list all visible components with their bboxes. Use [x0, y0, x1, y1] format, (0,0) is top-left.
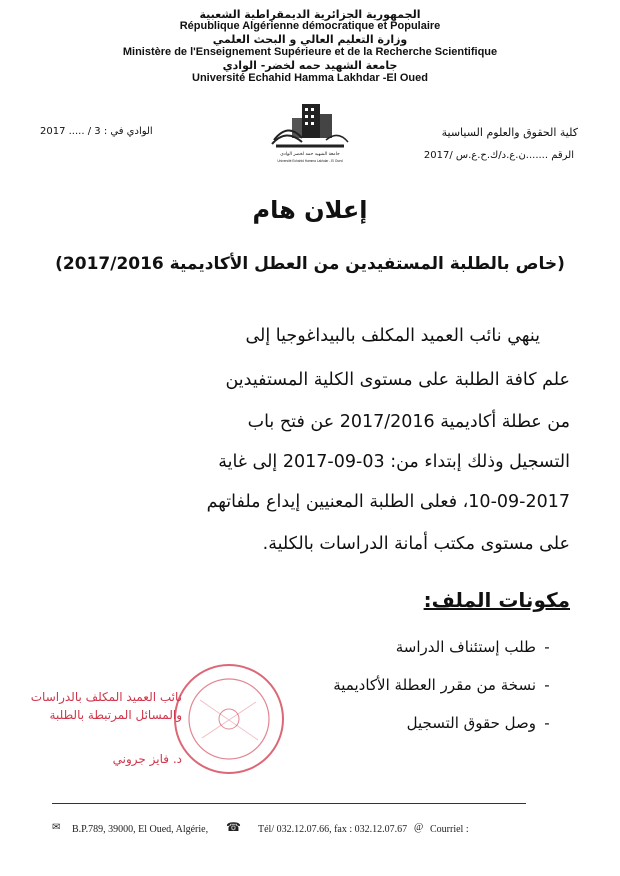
footer-address: B.P.789, 39000, El Oued, Algérie, [72, 824, 209, 835]
signature-block [32, 690, 182, 800]
footer-phone-fax: Tél/ 032.12.07.66, fax : 032.12.07.67 [258, 824, 408, 835]
body-line-4: التسجيل وذلك إبتداء من: 03-09-2017 إلى غاية [218, 452, 570, 472]
header-ministry-fr: Ministère de l'Enseignement Supérieure et de la Recherche Scientifique [122, 46, 498, 58]
body-line-6: على مستوى مكتب أمانة الدراسات بالكلية. [262, 534, 570, 554]
list-item: -طلب إستئناف الدراسة [395, 638, 550, 656]
signature-name: د. فايز جروني [112, 752, 182, 766]
header-ministry-ar: وزارة التعليم العالي و البحث العلمي [212, 33, 408, 46]
body-line-1: ينهي نائب العميد المكلف بالبيداغوجيا إلى [245, 326, 540, 346]
footer-email: Courriel : [430, 824, 469, 835]
mail-icon: ✉ [52, 822, 61, 833]
announcement-title: إعلان هام [252, 196, 368, 224]
body-line-5: 10-09-2017، فعلى الطلبة المعنيين إيداع ملفاتهم [206, 492, 570, 512]
logo-caption-fr: Université Echahid Hamma Lakhdar - El Oued [277, 159, 343, 163]
phone-icon: ☎ [226, 820, 241, 834]
body-line-2: علم كافة الطلبة على مستوى الكلية المستفيدين [225, 370, 570, 390]
header-republic-fr: République Algérienne démocratique et Populaire [179, 20, 441, 32]
signature-title-1: نائب العميد المكلف بالدراسات [30, 690, 182, 704]
official-stamp-icon [170, 660, 288, 778]
email-icon: @ [414, 822, 424, 833]
document-date: الوادي في : 3 / ..... 2017 [40, 126, 153, 137]
file-components-list [298, 628, 558, 742]
reference-number: الرقم .......ن.ع.د/ك.ح.ع.س /2017 [423, 150, 574, 161]
body-line-3: من عطلة أكاديمية 2017/2016 عن فتح باب [247, 412, 570, 432]
signature-title-2: والمسائل المرتبطة بالطلبة [49, 708, 182, 722]
header-republic-ar: الجمهورية الجزائرية الديمقراطية الشعبية [199, 8, 421, 21]
announcement-subtitle: (خاص بالطلبة المستفيدين من العطل الأكاديمية 2017/2016) [55, 254, 565, 274]
faculty-name: كلية الحقوق والعلوم السياسية [441, 126, 578, 139]
header-university-ar: جامعة الشهيد حمه لخضر- الوادي [222, 59, 398, 72]
list-item: -وصل حقوق التسجيل [406, 714, 550, 732]
university-logo [268, 100, 352, 166]
footer-divider [52, 803, 526, 804]
header-university-fr: Université Echahid Hamma Lakhdar -El Oued [192, 72, 428, 84]
list-item: -نسخة من مقرر العطلة الأكاديمية [333, 676, 550, 694]
logo-caption-ar: جامعة الشهيد حمه لخضر الوادي [280, 152, 340, 157]
file-components-heading: مكونات الملف: [423, 588, 570, 612]
